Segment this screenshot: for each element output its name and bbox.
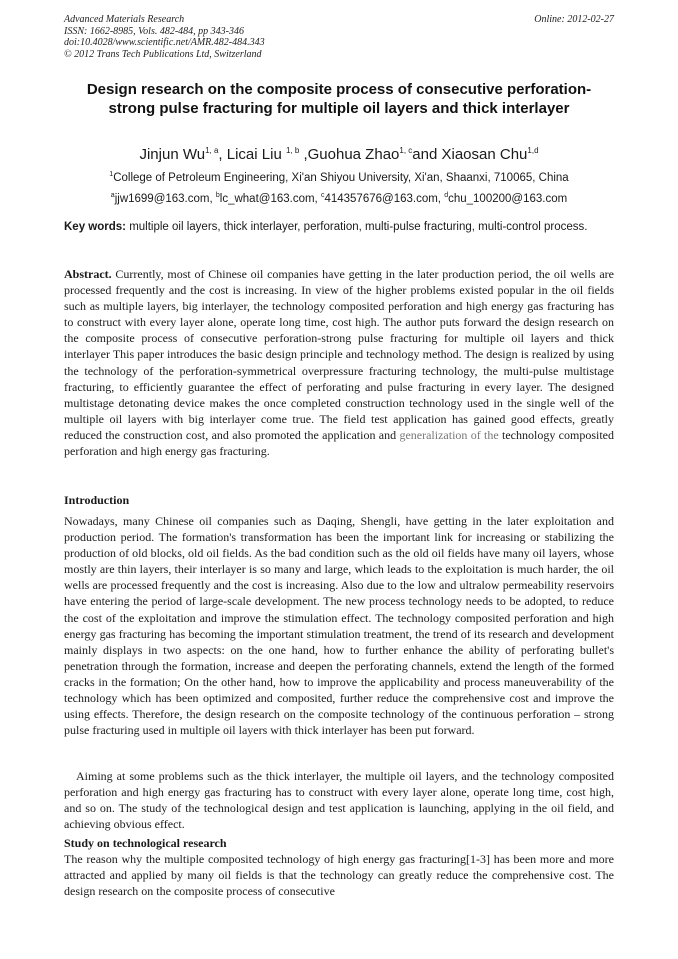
author-name: Guohua Zhao <box>307 146 400 163</box>
abstract <box>64 266 614 459</box>
author-separator: , <box>218 146 227 163</box>
introduction-paragraph-2: Aiming at some problems such as the thick interlayer, the multiple oil layers, and the technology composited perforation and high energy gas fracturing has to construct with every layer alone, operate long time, cost high, and so on. The study of the technological design and test application is launching, applying in the oil field, and achieving obvious effect. <box>64 769 614 832</box>
author-list <box>64 141 614 165</box>
affiliation-text: College of Petroleum Engineering, Xi'an Shiyou University, Xi'an, Shaanxi, 710065, China <box>113 172 569 184</box>
email-mark: d <box>444 192 449 199</box>
email-address[interactable]: jjw1699@163.com, <box>114 193 216 205</box>
author-name: and Xiaosan Chu <box>412 146 528 163</box>
author-name: Licai Liu <box>226 146 286 163</box>
abstract-label: Abstract. <box>64 267 112 281</box>
email-address[interactable]: chu_100200@163.com <box>448 193 568 205</box>
abstract-text: Currently, most of Chinese oil companies have getting in the later production period, the oil wells are processed frequently and the cost is increasing. In view of the higher problems existed popular in the oil fields such as multiple layers, big interlayer, the technology composited perforation and high energy gas fracturing has to construct with every layer alone, operate long time, cost high. The author puts forward the design research on the composite process of consecutive perforation-strong pulse fracturing for multiple oil layers and thick interlayer This paper introduces the basic design principle and technology method. The design is realized by using the technology of the perforation-symmetrical overpressure fracturing technology, the multi-pulse multistage fracturing, to efficiently guarantee the effect of perforating and pulse fracturing in every layer. The designed multistage detonating device makes the once completed construction technology used in the single well of the multiple oil layers with big interlayer come true. The field test application has gained good effects, greatly reduced the construction cost, and also promoted the application and <box>64 267 614 442</box>
affiliation <box>64 168 614 185</box>
keywords <box>64 220 614 235</box>
email-mark: c <box>320 192 325 199</box>
email-mark: b <box>215 192 220 199</box>
copyright-line: © 2012 Trans Tech Publications Ltd, Switzerland <box>64 48 262 60</box>
introduction-paragraph-1: Nowadays, many Chinese oil companies such as Daqing, Shengli, have getting in the later exploitation and production period. The formation's transformation has been the important link for increasing or stabilizing the production of old blocks, old oil fields. As the bad condition such as the old oil fields have many oil layers, whose mostly are thin layers, their interlayer is so many and large, which leads to the exploitation is much harder, the oil wells are processed frequently and the cost is increasing. Also due to the low and ultralow permeability reservoirs have entering the period of large-scale development. The new process technology needs to be adopted, to reduce the cost of the exploitation and improve the stimulation effect. The technology composited perforation and high energy gas fracturing has becoming the important stimulation treatment, the trend of its research and development mainly displays in two aspects: on the one hand, how to further enhance the ability of perforating bullet's penetration through the formation, increase and deepen the perforating channels, extend the length of the formed cracks in the formation; On the other hand, how to improve the applicability and process maneuverability of the technology which has been optimized and composited, further reduce the comprehensive cost and improve the using effects. Therefore, the design research on the composite technology of the continuous perforation – strong pulse fracturing used in multiple oil layers with thick interlayer has been put forward. <box>64 514 614 738</box>
keywords-text: multiple oil layers, thick interlayer, perforation, multi-pulse fracturing, multi-control process. <box>126 221 588 233</box>
author-affil-mark: 1, b <box>285 146 300 155</box>
introduction-heading: Introduction <box>64 493 130 507</box>
author-affil-mark: 1,d <box>527 146 539 155</box>
author-affil-mark: 1, c <box>399 146 413 155</box>
doi-line[interactable]: doi:10.4028/www.scientific.net/AMR.482-484.343 <box>64 37 265 48</box>
journal-name: Advanced Materials Research <box>64 14 185 25</box>
issn-line: ISSN: 1662-8985, Vols. 482-484, pp 343-346 <box>64 25 244 37</box>
online-date: Online: 2012-02-27 <box>534 14 614 25</box>
journal-header <box>64 14 614 60</box>
email-address[interactable]: 414357676@163.com, <box>324 193 445 205</box>
author-separator: , <box>299 146 308 163</box>
affiliation-mark: 1 <box>109 171 114 178</box>
email-mark: a <box>110 192 115 199</box>
author-affil-mark: 1, a <box>205 146 219 155</box>
study-paragraph-1: The reason why the multiple composited technology of high energy gas fracturing[1-3] has been more and more attracted and applied by many oil fields is that the technology can greatly reduce the comprehensive cost. The design research on the composite process of consecutive <box>64 852 614 899</box>
study-heading: Study on technological research <box>64 836 227 850</box>
email-address[interactable]: lc_what@163.com, <box>219 193 321 205</box>
abstract-tail: technology composited perforation and high energy gas fracturing. <box>64 427 614 459</box>
paper-title: Design research on the composite process of consecutive perforation-strong pulse fracturing for multiple oil layers and thick interlayer <box>86 81 592 117</box>
author-name: Jinjun Wu <box>139 146 206 163</box>
email-list <box>64 189 614 206</box>
abstract-faded-text: generalization of the <box>399 427 499 442</box>
keywords-label: Key words: <box>64 221 126 233</box>
